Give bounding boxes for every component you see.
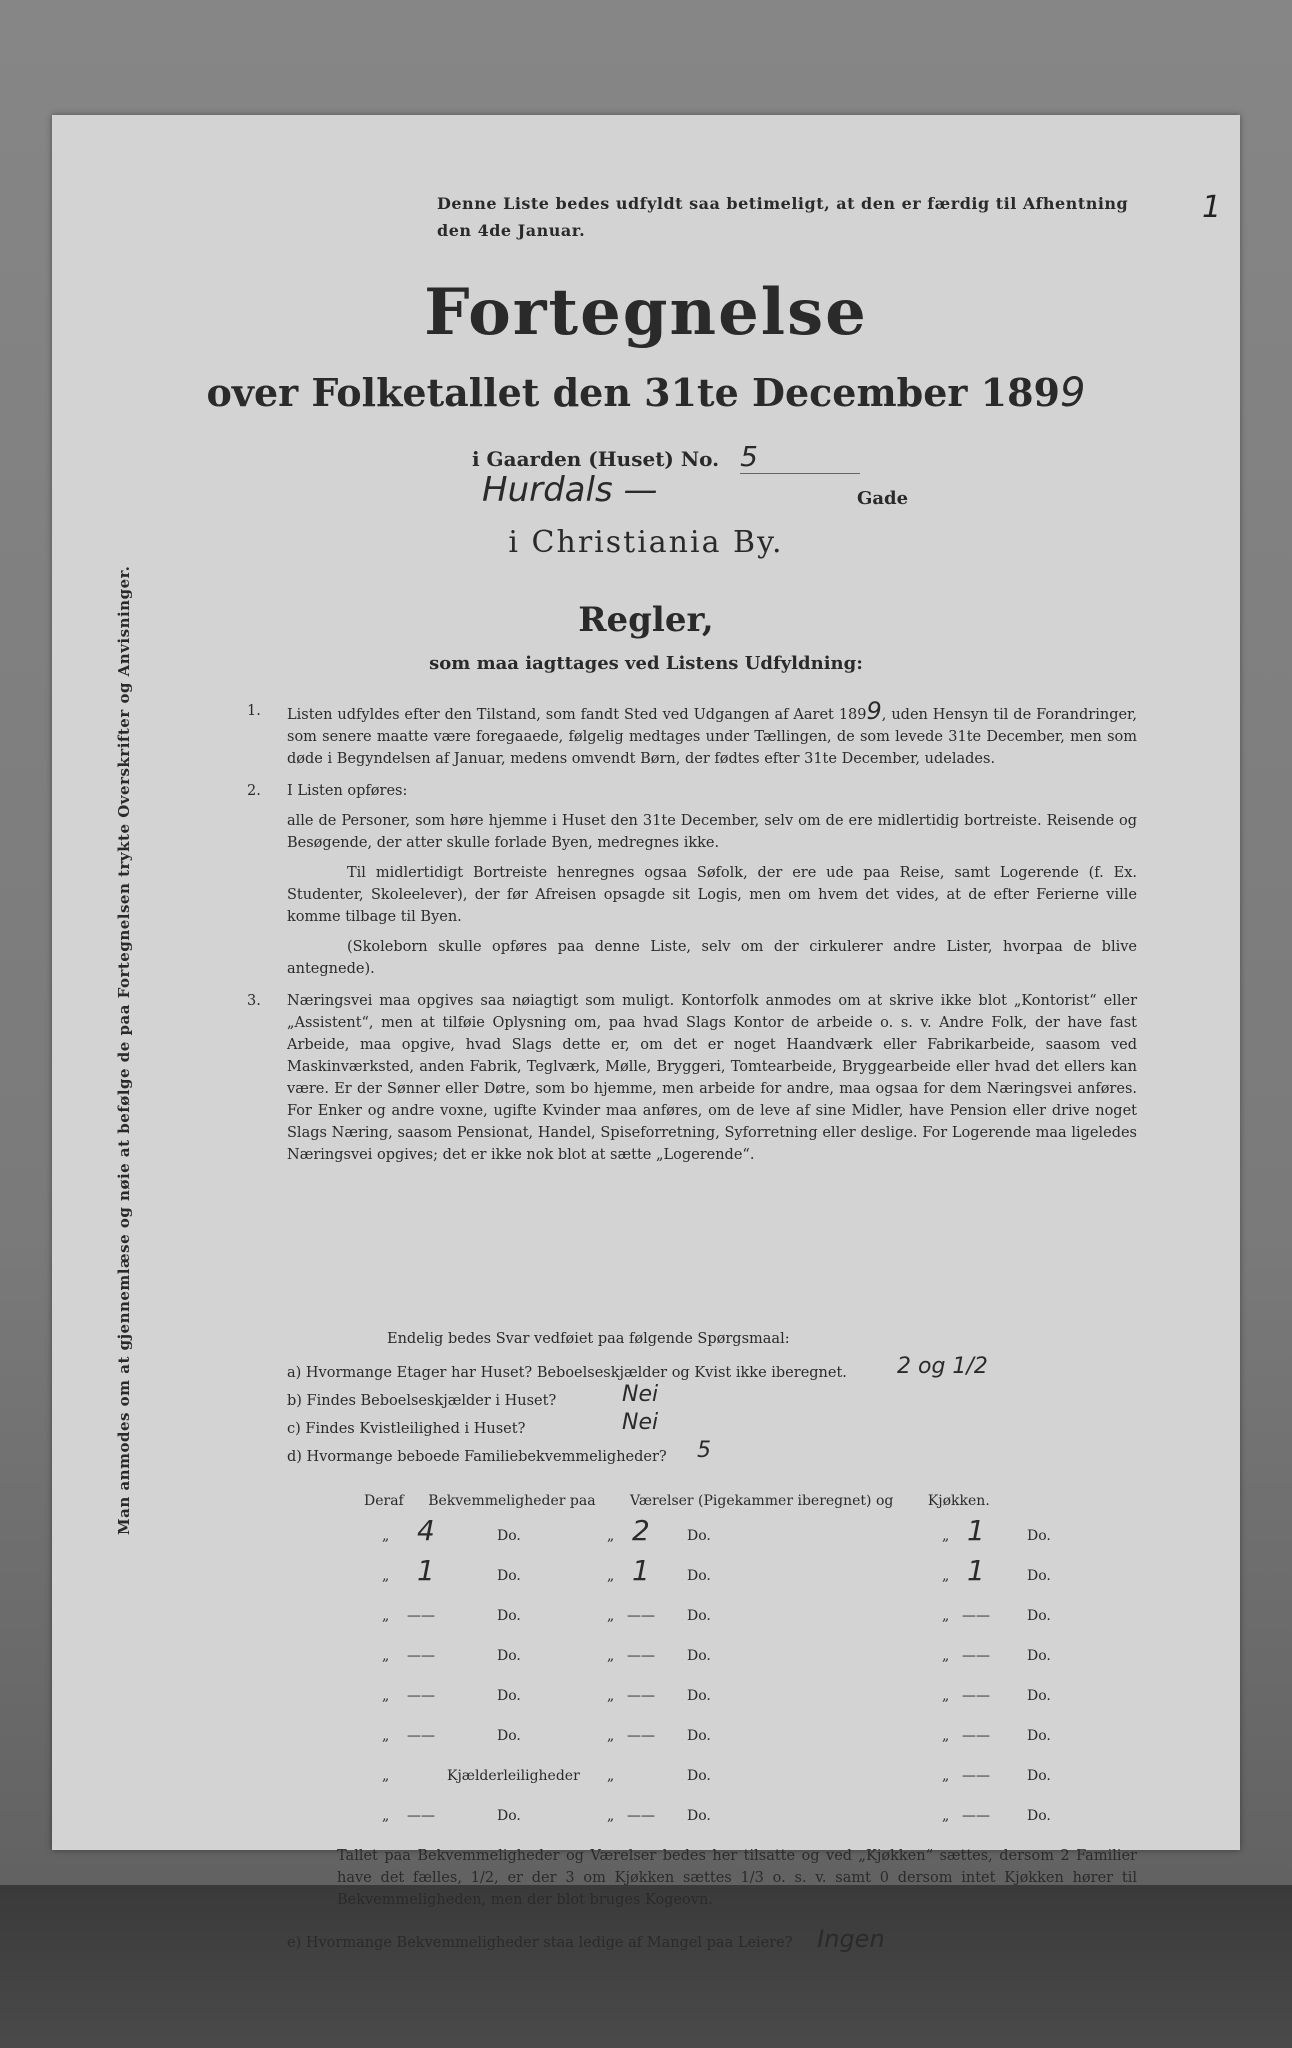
street-line <box>482 470 922 510</box>
ditto-mark: „ <box>382 1528 390 1544</box>
do-label: Do. <box>1027 1728 1051 1744</box>
rule-3 <box>247 990 1137 1166</box>
do-label: Do. <box>1027 1568 1051 1584</box>
do-label: Do. <box>1027 1608 1051 1624</box>
header-kjokken: Kjøkken. <box>927 1493 990 1509</box>
rule-2-paragraph-2: Til midlertidigt Bortreiste henregnes ogsaa Søfolk, der ere ude paa Reise, samt Logerende (f. Ex. Studenter, Skoleelever), der før Afreisen opsagde sit Logis, men om hvem det vides, at de efter Ferierne ville komme tilbage til Byen. <box>287 865 1137 925</box>
do-label: Do. <box>497 1808 521 1824</box>
blank-dash: —— <box>627 1808 655 1824</box>
ditto-mark: „ <box>607 1648 615 1664</box>
ditto-mark: „ <box>942 1768 950 1784</box>
ditto-mark: „ <box>382 1728 390 1744</box>
ditto-mark: „ <box>942 1728 950 1744</box>
footer-note: Tallet paa Bekvemmeligheder og Værelser bedes her tilsatte og ved „Kjøkken“ sættes, dersom 2 Familier have det fælles, 1/2, er der 3 om Kjøkken sættes 1/3 o. s. v. samt 0 dersom intet Kjøkken hører til Bekvemmeligheden, men der blot bruges Kogeovn. <box>337 1848 1137 1908</box>
do-label: Do. <box>687 1728 711 1744</box>
handwritten-house-number: 5 <box>740 440 860 474</box>
handwritten-vaer: 1 <box>632 1554 650 1587</box>
questions-intro: Endelig bedes Svar vedføiet paa følgende Spørgsmaal: <box>387 1331 790 1347</box>
do-label: Do. <box>687 1768 711 1784</box>
do-label: Do. <box>497 1568 521 1584</box>
blank-dash: —— <box>407 1648 435 1664</box>
question-c <box>287 1410 1137 1443</box>
rules-title: Regler, <box>578 600 714 640</box>
house-number-line <box>472 440 860 474</box>
do-label: Do. <box>687 1808 711 1824</box>
table-row <box>382 1728 1062 1758</box>
house-number-label: i Gaarden (Huset) No. <box>472 447 720 471</box>
rules-subtitle: som maa iagttages ved Listens Udfyldning: <box>429 653 863 674</box>
dwelling-table-header <box>364 1493 1064 1509</box>
handwritten-kjok: 1 <box>967 1514 985 1547</box>
rule-2-head: I Listen opføres: <box>287 783 408 799</box>
blank-dash: —— <box>407 1808 435 1824</box>
blank-dash: —— <box>407 1728 435 1744</box>
handwritten-street-name: Hurdals — <box>482 470 658 510</box>
table-row <box>382 1688 1062 1718</box>
ditto-mark: „ <box>607 1728 615 1744</box>
header-note: Denne Liste bedes udfyldt saa betimeligt, at den er færdig til Afhentning den 4de Januar. <box>437 194 1129 240</box>
rule-3-text: Næringsvei maa opgives saa nøiagtigt som muligt. Kontorfolk anmodes om at skrive ikke blot „Kontorist“ eller „Assistent“, men at tilføie Oplysning om, paa hvad Slags Kontor de arbeide o. s. v. Andre Folk, der have fast Arbeide, maa opgive, hvad Slags dette er, om det er noget Haandværk eller Fabrikarbeide, saasom ved Maskinværksted, anden Fabrik, Teglværk, Mølle, Bryggeri, Tomtearbeide, Bryggearbeide eller hvad det ellers kan være. Er der Sønner eller Døtre, som bo hjemme, men arbeide for andre, maa ogsaa for dem Næringsvei anføres. For Enker og andre voxne, ugifte Kvinder maa anføres, om de leve af sine Midler, have Pension eller drive noget Slags Næring, saasom Pensionat, Handel, Spiseforretning, Syforretning eller deslige. For Logerende maa ligeledes Næringsvei opgives; det er ikke nok blot at sætte „Logerende“. <box>287 993 1137 1163</box>
do-label: Do. <box>1027 1528 1051 1544</box>
page-number: 1 <box>1202 190 1222 225</box>
rule-2 <box>247 780 1137 980</box>
question-d-text: d) Hvormange beboede Familiebekvemmeligheder? <box>287 1449 667 1465</box>
handwritten-bekv: 4 <box>417 1514 435 1547</box>
handwritten-year-digit: 9 <box>866 697 882 725</box>
blank-dash: —— <box>627 1648 655 1664</box>
question-b-text: b) Findes Beboelseskjælder i Huset? <box>287 1393 557 1409</box>
do-label: Do. <box>497 1528 521 1544</box>
header-deraf: Deraf <box>364 1493 404 1509</box>
street-suffix: Gade <box>857 488 909 509</box>
ditto-mark: „ <box>607 1768 615 1784</box>
blank-dash: —— <box>627 1608 655 1624</box>
questions-block <box>287 1325 1137 1471</box>
blank-dash: —— <box>627 1728 655 1744</box>
ditto-mark: „ <box>942 1528 950 1544</box>
do-label: Do. <box>1027 1648 1051 1664</box>
rule-number: 3. <box>247 993 261 1009</box>
handwritten-answer-b: Nei <box>622 1382 659 1407</box>
rule-1-text-a: Listen udfyldes efter den Tilstand, som fandt Sted ved Udgangen af Aaret 189 <box>287 707 867 723</box>
blank-dash: —— <box>407 1608 435 1624</box>
ditto-mark: „ <box>607 1808 615 1824</box>
rules-list <box>247 697 1137 1176</box>
rule-2-paragraph-3: (Skoleborn skulle opføres paa denne Liste, selv om der cirkulerer andre Lister, hvorpaa de blive antegnede). <box>287 939 1137 977</box>
do-label: Do. <box>497 1608 521 1624</box>
handwritten-bekv: 1 <box>417 1554 435 1587</box>
do-label: Do. <box>1027 1808 1051 1824</box>
table-row <box>382 1648 1062 1678</box>
rule-number: 1. <box>247 703 261 719</box>
handwritten-answer-c: Nei <box>622 1410 659 1435</box>
question-b <box>287 1382 1137 1415</box>
table-row <box>382 1554 1062 1598</box>
question-e <box>287 1925 1137 1953</box>
ditto-mark: „ <box>942 1568 950 1584</box>
do-label: Do. <box>1027 1688 1051 1704</box>
do-label: Do. <box>1027 1768 1051 1784</box>
handwritten-answer-a: 2 og 1/2 <box>897 1354 988 1379</box>
table-row <box>382 1608 1062 1638</box>
ditto-mark: „ <box>942 1808 950 1824</box>
blank-dash: —— <box>962 1688 990 1704</box>
question-d <box>287 1438 1137 1471</box>
blank-dash: —— <box>407 1688 435 1704</box>
do-label: Do. <box>497 1648 521 1664</box>
rule-2-paragraph-1: alle de Personer, som høre hjemme i Huset den 31te December, selv om de ere midlertidig bortreiste. Reisende og Besøgende, der atter skulle forlade Byen, medregnes ikke. <box>287 813 1137 851</box>
ditto-mark: „ <box>382 1568 390 1584</box>
blank-dash: —— <box>962 1728 990 1744</box>
do-label: Do. <box>687 1608 711 1624</box>
census-form-page <box>52 115 1240 1953</box>
table-row <box>382 1768 1062 1798</box>
subtitle-text: over Folketallet den 31te December 189 <box>206 370 1060 415</box>
ditto-mark: „ <box>382 1688 390 1704</box>
rule-1 <box>247 697 1137 770</box>
question-a-text: a) Hvormange Etager har Huset? Beboelseskjælder og Kvist ikke iberegnet. <box>287 1365 847 1381</box>
table-row <box>382 1808 1062 1838</box>
header-vaerelser: Værelser (Pigekammer iberegnet) og <box>630 1493 894 1509</box>
question-e-text: e) Hvormange Bekvemmeligheder staa ledige af Mangel paa Leiere? <box>287 1935 793 1951</box>
form-subtitle <box>52 370 1240 416</box>
ditto-mark: „ <box>607 1568 615 1584</box>
blank-dash: —— <box>627 1688 655 1704</box>
blank-dash: —— <box>962 1768 990 1784</box>
do-label: Do. <box>497 1688 521 1704</box>
blank-dash: —— <box>962 1808 990 1824</box>
ditto-mark: „ <box>382 1808 390 1824</box>
blank-dash: —— <box>962 1648 990 1664</box>
handwritten-answer-d: 5 <box>697 1438 711 1463</box>
ditto-mark: „ <box>607 1608 615 1624</box>
ditto-mark: „ <box>382 1768 390 1784</box>
city-line: i Christiania By. <box>508 525 784 560</box>
do-label: Do. <box>687 1688 711 1704</box>
rule-text <box>287 697 1137 770</box>
ditto-mark: „ <box>382 1648 390 1664</box>
do-label: Do. <box>497 1728 521 1744</box>
form-title: Fortegnelse <box>424 275 868 350</box>
header-bekvemmeligheder: Bekvemmeligheder paa <box>428 1493 596 1509</box>
do-label: Do. <box>687 1648 711 1664</box>
do-label: Do. <box>687 1568 711 1584</box>
ditto-mark: „ <box>382 1608 390 1624</box>
ditto-mark: „ <box>942 1688 950 1704</box>
ditto-mark: „ <box>942 1608 950 1624</box>
handwritten-year: 9 <box>1060 370 1086 416</box>
question-c-text: c) Findes Kvistleilighed i Huset? <box>287 1421 526 1437</box>
table-row <box>382 1514 1062 1558</box>
ditto-mark: „ <box>607 1528 615 1544</box>
question-a <box>287 1354 1137 1387</box>
blank-dash: —— <box>962 1608 990 1624</box>
side-instruction: Man anmodes om at gjennemlæse og nøie at befølge de paa Fortegnelsen trykte Overskrifter og Anvisninger. <box>115 565 133 1535</box>
kjaelder-label: Kjælderleiligheder <box>447 1768 580 1784</box>
rule-1-text-b: , uden Hensyn til de Forandringer, som senere maatte være foregaaede, følgelig medtages under Tællingen, de som levede 31te December, men som døde i Begyndelsen af Januar, medens omvendt Børn, der fødtes efter 31te December, udelades. <box>287 707 1137 767</box>
ditto-mark: „ <box>942 1648 950 1664</box>
ditto-mark: „ <box>607 1688 615 1704</box>
handwritten-kjok: 1 <box>967 1554 985 1587</box>
handwritten-vaer: 2 <box>632 1514 650 1547</box>
do-label: Do. <box>687 1528 711 1544</box>
handwritten-answer-e: Ingen <box>817 1925 885 1953</box>
rule-number: 2. <box>247 783 261 799</box>
